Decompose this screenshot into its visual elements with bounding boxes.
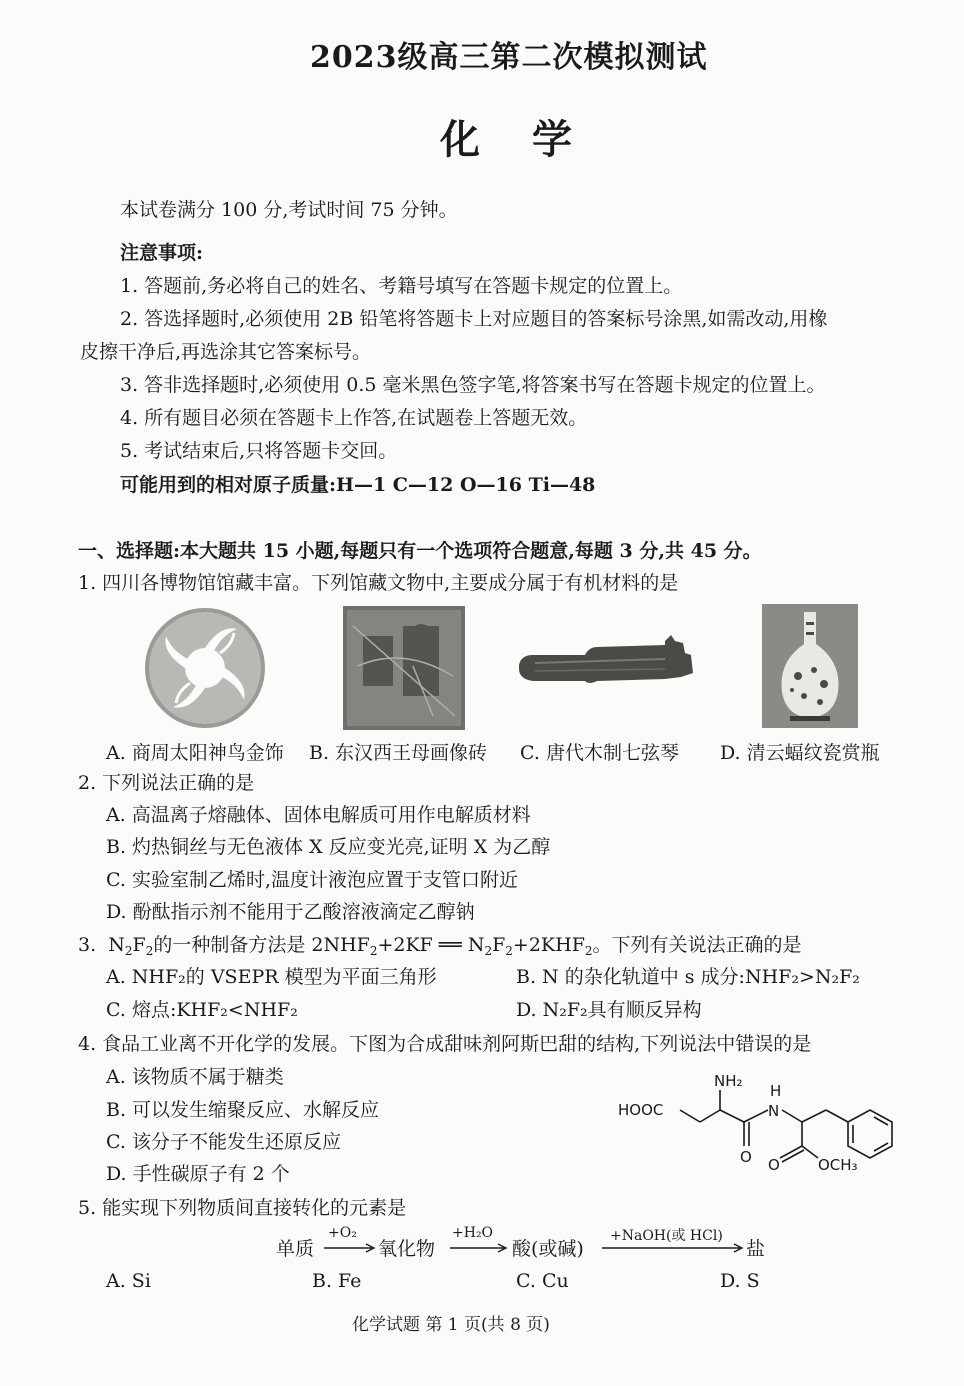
porcelain-vase-image (762, 604, 858, 728)
q2-option-b: B. 灼热铜丝与无色液体 X 反应变光亮,证明 X 为乙醇 (106, 836, 551, 858)
section1-heading: 一、选择题:本大题共 15 小题,每题只有一个选项符合题意,每题 3 分,共 45 分。 (78, 540, 762, 562)
q3-number: 3. (78, 934, 97, 956)
q1-option-c: C. 唐代木制七弦琴 (520, 742, 679, 764)
q4-option-b: B. 可以发生缩聚反应、水解反应 (106, 1099, 380, 1121)
h-label: H (770, 1082, 782, 1100)
q1-option-d: D. 清云蝠纹瓷赏瓶 (720, 742, 880, 764)
q1-stem: 1. 四川各博物馆馆藏丰富。下列馆藏文物中,主要成分属于有机材料的是 (78, 572, 679, 594)
q5-chain-oxide: 氧化物 (378, 1238, 436, 1260)
aspartame-structure (618, 1066, 918, 1186)
q5-chain-acid-base: 酸(或碱) (512, 1238, 584, 1260)
q3-stem-b: +2KF ══ N (377, 934, 485, 956)
q5-chain-salt: 盐 (746, 1238, 766, 1260)
q4-option-c: C. 该分子不能发生还原反应 (106, 1131, 341, 1153)
q2-option-a: A. 高温离子熔融体、固体电解质可用作电解质材料 (106, 804, 531, 826)
notice-item-5: 5. 考试结束后,只将答题卡交回。 (120, 440, 398, 462)
q3-n2f2: N (108, 934, 125, 956)
q4-option-a: A. 该物质不属于糖类 (106, 1066, 284, 1088)
q2-option-c: C. 实验室制乙烯时,温度计液泡应置于支管口附近 (106, 869, 518, 891)
q3-stem-a: 的一种制备方法是 2NHF (153, 934, 370, 956)
n-label: N (768, 1102, 780, 1120)
queen-mother-brick-image (343, 606, 465, 730)
notice-item-2: 2. 答选择题时,必须使用 2B 铅笔将答题卡上对应题目的答案标号涂黑,如需改动,用橡 (120, 308, 828, 330)
q5-reagent-3: +NaOH(或 HCl) (610, 1228, 723, 1244)
hooc-label: HOOC (618, 1101, 664, 1119)
arrow-right-icon (322, 1242, 378, 1254)
q3-option-c: C. 熔点:KHF₂<NHF₂ (106, 999, 298, 1021)
q5-chain-element: 单质 (276, 1238, 315, 1260)
q1-option-a: A. 商周太阳神鸟金饰 (106, 742, 284, 764)
q5-stem: 5. 能实现下列物质间直接转化的元素是 (78, 1197, 407, 1219)
q5-option-a: A. Si (106, 1270, 151, 1292)
q3-option-b: B. N 的杂化轨道中 s 成分:NHF₂>N₂F₂ (516, 966, 860, 988)
q5-option-b: B. Fe (312, 1270, 362, 1292)
ester-o-label: O (768, 1156, 780, 1174)
sun-bird-gold-ornament-image (142, 605, 268, 731)
q5-reagent-2: +H₂O (452, 1225, 494, 1241)
atomic-mass-line: 可能用到的相对原子质量:H—1 C—12 O—16 Ti—48 (120, 474, 596, 496)
nh2-label: NH₂ (714, 1072, 743, 1090)
notice-item-2-cont: 皮擦干净后,再选涂其它答案标号。 (80, 341, 372, 363)
q4-stem: 4. 食品工业离不开化学的发展。下图为合成甜味剂阿斯巴甜的结构,下列说法中错误的是 (78, 1033, 812, 1055)
q2-stem: 2. 下列说法正确的是 (78, 772, 255, 794)
q5-option-c: C. Cu (516, 1270, 569, 1292)
exam-title: 2023级高三第二次模拟测试 (310, 40, 708, 75)
q2-option-d: D. 酚酞指示剂不能用于乙酸溶液滴定乙醇钠 (106, 901, 475, 923)
q3-stem-d: 。下列有关说法正确的是 (592, 934, 802, 956)
q3-stem: 3. $N_2F_2$的一种制备方法是 $2NHF_2+2KF$ ══ $N_2F_2+2KHF_2$。下列有关说法正确的是 (78, 934, 802, 958)
notice-item-3: 3. 答非选择题时,必须使用 0.5 毫米黑色签字笔,将答案书写在答题卡规定的位置上。 (120, 374, 826, 396)
q1-option-b: B. 东汉西王母画像砖 (309, 742, 488, 764)
arrow-right-icon (448, 1242, 510, 1254)
subject-title: 化学 (440, 116, 624, 163)
q4-option-d: D. 手性碳原子有 2 个 (106, 1163, 290, 1185)
notice-item-4: 4. 所有题目必须在答题卡上作答,在试题卷上答题无效。 (120, 407, 588, 429)
notice-item-1: 1. 答题前,务必将自己的姓名、考籍号填写在答题卡规定的位置上。 (120, 275, 683, 297)
carbonyl-o-label: O (740, 1148, 752, 1166)
seven-string-zither-image (515, 633, 700, 695)
q5-reagent-1: +O₂ (328, 1225, 357, 1241)
arrow-right-icon (600, 1242, 746, 1254)
notice-heading: 注意事项: (120, 242, 204, 264)
page-footer: 化学试题 第 1 页(共 8 页) (352, 1315, 550, 1335)
intro-text: 本试卷满分 100 分,考试时间 75 分钟。 (120, 199, 458, 221)
q3-option-a: A. NHF₂的 VSEPR 模型为平面三角形 (106, 966, 437, 988)
q3-stem-c: +2KHF (512, 934, 585, 956)
och3-label: OCH₃ (818, 1156, 858, 1174)
q5-option-d: D. S (720, 1270, 760, 1292)
q3-option-d: D. N₂F₂具有顺反异构 (516, 999, 702, 1021)
